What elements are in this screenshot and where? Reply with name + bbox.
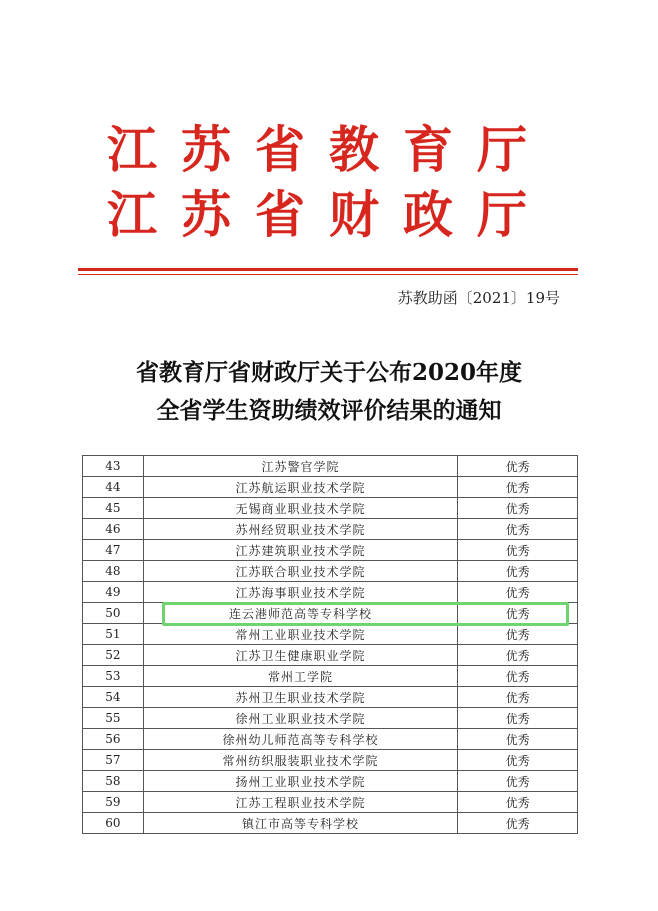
evaluation-grade: 优秀 — [458, 519, 578, 540]
school-name: 江苏海事职业技术学院 — [143, 582, 457, 603]
evaluation-grade: 优秀 — [458, 645, 578, 666]
evaluation-grade: 优秀 — [458, 687, 578, 708]
evaluation-grade: 优秀 — [458, 540, 578, 561]
row-number: 53 — [83, 666, 144, 687]
row-number: 55 — [83, 708, 144, 729]
table-row — [83, 666, 578, 687]
table-row — [83, 561, 578, 582]
table-row — [83, 624, 578, 645]
row-number: 43 — [83, 456, 144, 477]
row-number: 57 — [83, 750, 144, 771]
row-number: 54 — [83, 687, 144, 708]
table-row — [83, 792, 578, 813]
evaluation-grade: 优秀 — [458, 792, 578, 813]
table-row — [83, 771, 578, 792]
school-name: 无锡商业职业技术学院 — [143, 498, 457, 519]
school-name: 江苏工程职业技术学院 — [143, 792, 457, 813]
school-name: 常州工学院 — [143, 666, 457, 687]
row-number: 60 — [83, 813, 144, 834]
evaluation-grade: 优秀 — [458, 708, 578, 729]
table-row — [83, 540, 578, 561]
document-number: 苏教助函〔2021〕19号 — [397, 289, 560, 307]
evaluation-grade: 优秀 — [458, 771, 578, 792]
table-row — [83, 708, 578, 729]
school-name: 常州工业职业技术学院 — [143, 624, 457, 645]
row-number: 51 — [83, 624, 144, 645]
school-name: 江苏联合职业技术学院 — [143, 561, 457, 582]
table-row — [83, 519, 578, 540]
row-number: 59 — [83, 792, 144, 813]
evaluation-grade: 优秀 — [458, 729, 578, 750]
row-number: 45 — [83, 498, 144, 519]
evaluation-grade: 优秀 — [458, 603, 578, 624]
school-name: 常州纺织服装职业技术学院 — [143, 750, 457, 771]
evaluation-grade: 优秀 — [458, 624, 578, 645]
evaluation-grade: 优秀 — [458, 456, 578, 477]
table-row — [83, 456, 578, 477]
evaluation-grade: 优秀 — [458, 498, 578, 519]
header-divider-thin — [78, 274, 578, 275]
table-row — [83, 498, 578, 519]
row-number: 56 — [83, 729, 144, 750]
table-row — [83, 603, 578, 624]
table-row — [83, 687, 578, 708]
school-name: 镇江市高等专科学校 — [143, 813, 457, 834]
document-title-line-2: 全省学生资助绩效评价结果的通知 — [156, 397, 502, 424]
table-row — [83, 813, 578, 834]
row-number: 52 — [83, 645, 144, 666]
table-row — [83, 477, 578, 498]
header-divider-thick — [78, 268, 578, 271]
row-number: 58 — [83, 771, 144, 792]
evaluation-grade: 优秀 — [458, 666, 578, 687]
table-row — [83, 729, 578, 750]
masthead-line-1: 江苏省教育厅 — [107, 120, 551, 179]
school-name: 徐州幼儿师范高等专科学校 — [143, 729, 457, 750]
school-name: 江苏卫生健康职业学院 — [143, 645, 457, 666]
table-row — [83, 582, 578, 603]
table-row — [83, 645, 578, 666]
school-name: 江苏建筑职业技术学院 — [143, 540, 457, 561]
row-number: 49 — [83, 582, 144, 603]
row-number: 48 — [83, 561, 144, 582]
evaluation-grade: 优秀 — [458, 813, 578, 834]
school-name: 苏州经贸职业技术学院 — [143, 519, 457, 540]
school-name: 苏州卫生职业技术学院 — [143, 687, 457, 708]
evaluation-grade: 优秀 — [458, 561, 578, 582]
results-table — [82, 455, 578, 834]
row-number: 46 — [83, 519, 144, 540]
school-name: 扬州工业职业技术学院 — [143, 771, 457, 792]
school-name: 江苏航运职业技术学院 — [143, 477, 457, 498]
evaluation-grade: 优秀 — [458, 477, 578, 498]
evaluation-grade: 优秀 — [458, 750, 578, 771]
document-title-line-1: 省教育厅省财政厅关于公布2020年度 — [135, 359, 522, 386]
row-number: 47 — [83, 540, 144, 561]
row-number: 50 — [83, 603, 144, 624]
row-number: 44 — [83, 477, 144, 498]
school-name: 江苏警官学院 — [143, 456, 457, 477]
masthead-line-2: 江苏省财政厅 — [107, 185, 551, 244]
table-row — [83, 750, 578, 771]
evaluation-grade: 优秀 — [458, 582, 578, 603]
school-name: 连云港师范高等专科学校 — [143, 603, 457, 624]
school-name: 徐州工业职业技术学院 — [143, 708, 457, 729]
